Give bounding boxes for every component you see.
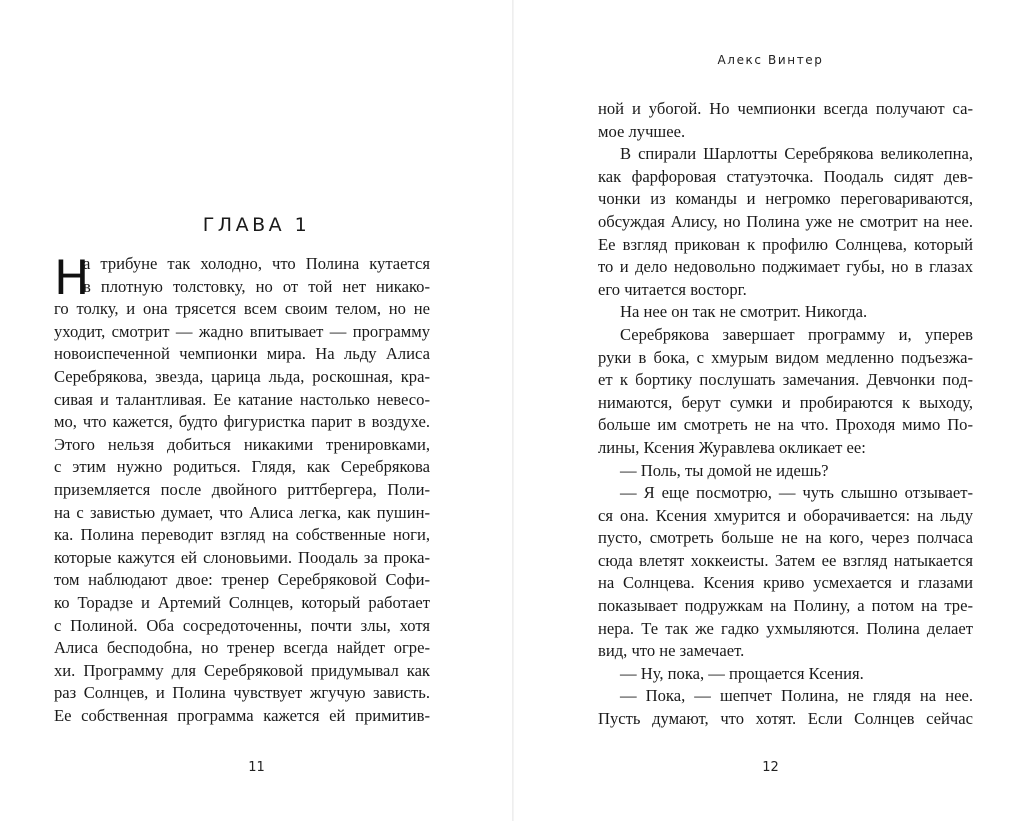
text-line: — Пока, — шепчет Полина, не глядя на нее. xyxy=(620,686,973,706)
text-line: обсуждая Алису, но Полина уже не смотрит на нее. xyxy=(598,211,973,231)
text-line: — Поль, ты домой не идешь? xyxy=(620,460,829,480)
text-line: мое лучшее. xyxy=(598,121,686,141)
text-line: Этого нельзя добиться никакими тренировками, xyxy=(54,434,430,454)
text-line: показывает подружкам на Полину, а потом на тре- xyxy=(598,596,973,616)
left-page-body xyxy=(54,253,430,727)
text-line: чонки из команды и негромко переговариваются, xyxy=(598,189,973,209)
page-number-right: 12 xyxy=(762,760,779,775)
text-line: нера. Те так же гадко ухмыляются. Полина делает xyxy=(598,618,973,638)
text-line: В спирали Шарлотты Серебрякова великолепна, xyxy=(620,144,973,164)
text-line: больше им смотреть не на что. Проходя мимо По- xyxy=(598,415,973,435)
text-line: хи. Программу для Серебряковой придумывал как xyxy=(54,660,430,680)
text-line: то и дело недовольно поджимает губы, но в глазах xyxy=(598,257,973,277)
drop-cap: Н xyxy=(54,251,90,306)
text-line: ся она. Ксения хмурится и оборачивается: на льду xyxy=(598,505,973,525)
text-line: — Ну, пока, — прощается Ксения. xyxy=(620,663,864,683)
text-line: вид, что не замечает. xyxy=(598,641,745,661)
text-line: ет к бортику послушать замечания. Девчонки под- xyxy=(598,370,973,390)
text-line: Пусть думают, что хотят. Если Солнцев сейчас xyxy=(598,709,973,729)
text-line: Ее собственная программа кажется ей примитив- xyxy=(54,705,430,725)
text-line: Серебрякова завершает программу и, уперев xyxy=(620,324,973,344)
text-line: ной и убогой. Но чемпионки всегда получают са- xyxy=(598,99,973,118)
text-line: раз Солнцев, и Полина чувствует жгучую зависть. xyxy=(54,683,430,703)
text-line: Ее взгляд прикован к профилю Солнцева, который xyxy=(598,234,973,254)
page-number-left: 11 xyxy=(248,760,265,775)
text-line: го толку, и она трясется всем своим телом, но не xyxy=(54,299,430,319)
text-line: лины, Ксения Журавлева окликает ее: xyxy=(598,437,866,457)
text-line: с этим нужно родиться. Глядя, как Серебрякова xyxy=(54,457,430,477)
text-line: нимаются, берут сумки и пробираются к выходу, xyxy=(598,392,973,412)
text-line: Серебрякова, звезда, царица льда, роскошная, кра- xyxy=(54,366,430,386)
text-line: как фарфоровая статуэточка. Поодаль сидят дев- xyxy=(598,166,973,186)
text-line: а трибуне так холодно, что Полина кутается xyxy=(83,254,430,273)
text-line: сивая и талантливая. Ее катание настолько невесо- xyxy=(54,389,430,409)
right-page-body xyxy=(598,98,973,731)
text-line: его читается восторг. xyxy=(598,279,747,299)
text-line: сюда влетят хоккеисты. Затем ее взгляд натыкается xyxy=(598,550,973,570)
text-line: руки в бока, с хмурым видом медленно подъезжа- xyxy=(598,347,973,367)
text-line: пусто, смотреть больше не на кого, через полчаса xyxy=(598,528,973,548)
text-line: ко Торадзе и Артемий Солнцев, который работает xyxy=(54,592,430,612)
chapter-title: ГЛАВА 1 xyxy=(202,214,311,236)
text-line: на с завистью думает, что Алиса легка, как пушин- xyxy=(54,502,430,522)
text-line: Алиса бесподобна, но тренер всегда найдет огре- xyxy=(54,638,430,658)
text-line: мо, что кажется, будто фигуристка парит в воздухе. xyxy=(54,412,430,432)
text-line: уходит, смотрит — жадно впитывает — программу xyxy=(54,321,430,341)
running-header: Алекс Винтер xyxy=(717,53,824,67)
text-line: — Я еще посмотрю, — чуть слышно отзывает- xyxy=(620,483,973,503)
text-line: которые кажутся ей слоновьими. Поодаль за прока- xyxy=(54,547,430,567)
text-line: в плотную толстовку, но от той нет никако- xyxy=(83,276,430,296)
text-line: ка. Полина переводит взгляд на собственные ноги, xyxy=(54,525,430,545)
right-page xyxy=(514,0,1027,821)
text-line: с Полиной. Оба сосредоточенны, почти злы, хотя xyxy=(54,615,430,635)
left-page xyxy=(0,0,513,821)
text-line: на Солнцева. Ксения криво усмехается и глазами xyxy=(598,573,973,593)
text-line: новоиспеченной чемпионки мира. На льду Алиса xyxy=(54,344,430,364)
text-line: том наблюдают двое: тренер Серебряковой Софи- xyxy=(54,570,430,590)
text-line: приземляется после двойного риттбергера, Поли- xyxy=(54,479,430,499)
text-line: На нее он так не смотрит. Никогда. xyxy=(620,302,868,322)
